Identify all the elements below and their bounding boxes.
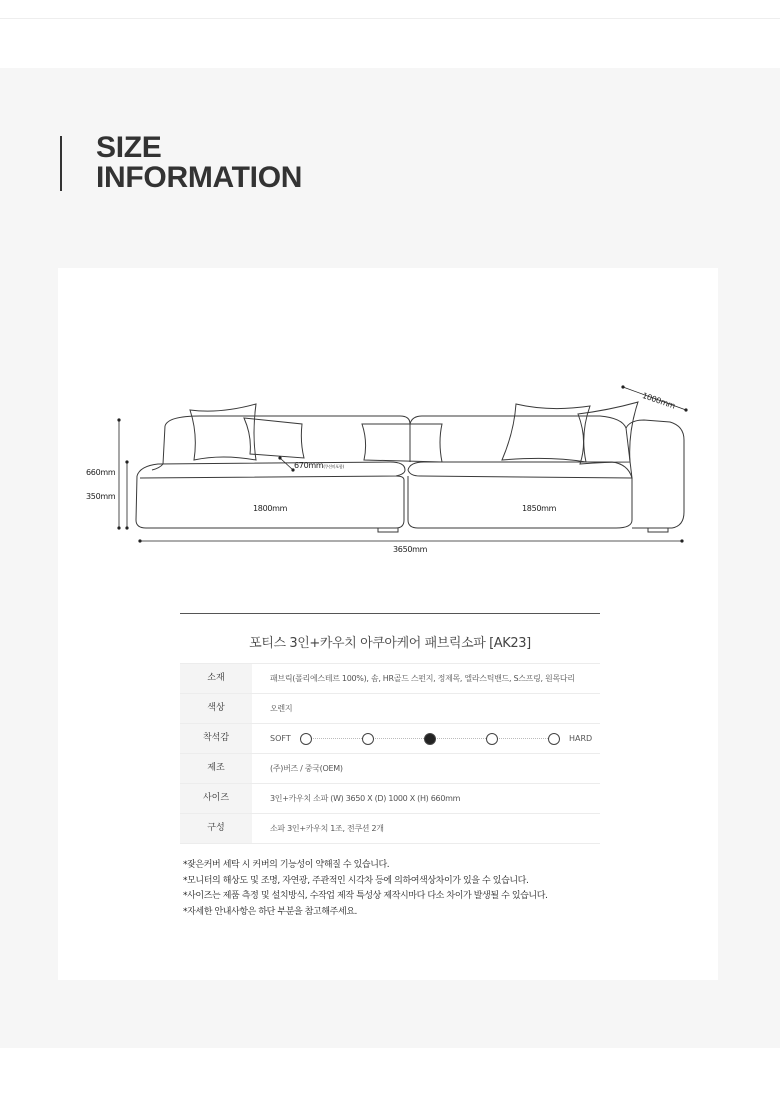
sofa-seat-right	[408, 462, 632, 478]
notice-item: *모니터의 해상도 및 조명, 자연광, 주관적인 시각차 등에 의하여색상차이가 있을 수 있습니다.	[183, 875, 529, 886]
spec-label: 구성	[180, 814, 252, 843]
firmness-dot-1	[300, 733, 312, 745]
spec-row-manufacturer	[180, 754, 600, 784]
firmness-hard-label: HARD	[569, 734, 593, 743]
dim-right-width-label: 1850mm	[522, 504, 557, 513]
dim-left-width-label: 1800mm	[253, 504, 288, 513]
sofa-leg-1	[378, 528, 398, 532]
spec-row-firmness	[180, 724, 600, 754]
firmness-dot-2	[362, 733, 374, 745]
spec-value: 오렌지	[270, 704, 293, 713]
firmness-dot-3-selected	[424, 733, 436, 745]
spec-label: 제조	[180, 754, 252, 783]
sofa-seat-left	[137, 462, 405, 478]
spec-label: 소재	[180, 664, 252, 693]
firmness-scale	[270, 724, 593, 753]
firmness-dot-4	[486, 733, 498, 745]
cushion-1	[190, 404, 256, 460]
sofa-leg-2	[648, 528, 668, 532]
spec-label: 색상	[180, 694, 252, 723]
spec-label: 착석감	[180, 724, 252, 753]
notice-item: *자세한 안내사항은 하단 부분을 참고해주세요.	[183, 906, 357, 917]
spec-value: 소파 3인+카우치 1조, 전쿠션 2개	[270, 824, 384, 833]
sofa-right-arm	[626, 420, 684, 528]
cushion-2	[244, 418, 304, 458]
dim-line-seat-depth	[280, 458, 293, 470]
firmness-soft-label: SOFT	[270, 734, 291, 743]
dim-depth-label: 1000mm	[641, 391, 677, 411]
spec-label: 사이즈	[180, 784, 252, 813]
spec-table	[180, 663, 600, 844]
sofa-base-left	[136, 476, 404, 528]
spec-value: (주)버즈 / 중국(OEM)	[270, 764, 343, 773]
section-title-line1: SIZE	[96, 131, 162, 164]
section-title-line2: INFORMATION	[96, 161, 303, 194]
notice-item: *잦은커버 세탁 시 커버의 기능성이 약해질 수 있습니다.	[183, 860, 390, 870]
spec-value: 패브릭(폴리에스테르 100%), 솜, HR골드 스펀지, 정제목, 엘라스틱밴드, S스프링, 원목다리	[270, 674, 575, 683]
cushion-4	[502, 404, 590, 462]
spec-row-color	[180, 694, 600, 724]
firmness-dot-5	[548, 733, 560, 745]
dim-seat-depth-label	[294, 461, 344, 470]
dim-seat-depth-note: (쿠션미포함)	[323, 464, 344, 469]
sofa-backrest-right	[410, 416, 626, 428]
dim-seat-height-label: 350mm	[86, 492, 116, 501]
product-title: 포티스 3인+카우치 아쿠아케어 패브릭소파 [AK23]	[249, 636, 531, 651]
product-title-block	[180, 613, 600, 651]
spec-row-size	[180, 784, 600, 814]
sofa-base-right	[408, 476, 632, 528]
spec-value: 3인+카우치 소파 (W) 3650 X (D) 1000 X (H) 660mm	[270, 794, 461, 803]
dim-height-label: 660mm	[86, 468, 116, 477]
notice-item: *사이즈는 제품 측정 및 설치방식, 수작업 제작 특성상 제작시마다 다소 차이가 발생될 수 있습니다.	[183, 891, 548, 901]
dim-total-width-label: 3650mm	[393, 545, 428, 554]
dim-seat-depth-value: 670mm	[294, 461, 324, 470]
notice-list	[183, 858, 603, 920]
cushion-3	[362, 424, 442, 462]
spec-row-composition	[180, 814, 600, 844]
spec-row-material	[180, 663, 600, 694]
sofa-left-post	[152, 426, 165, 470]
